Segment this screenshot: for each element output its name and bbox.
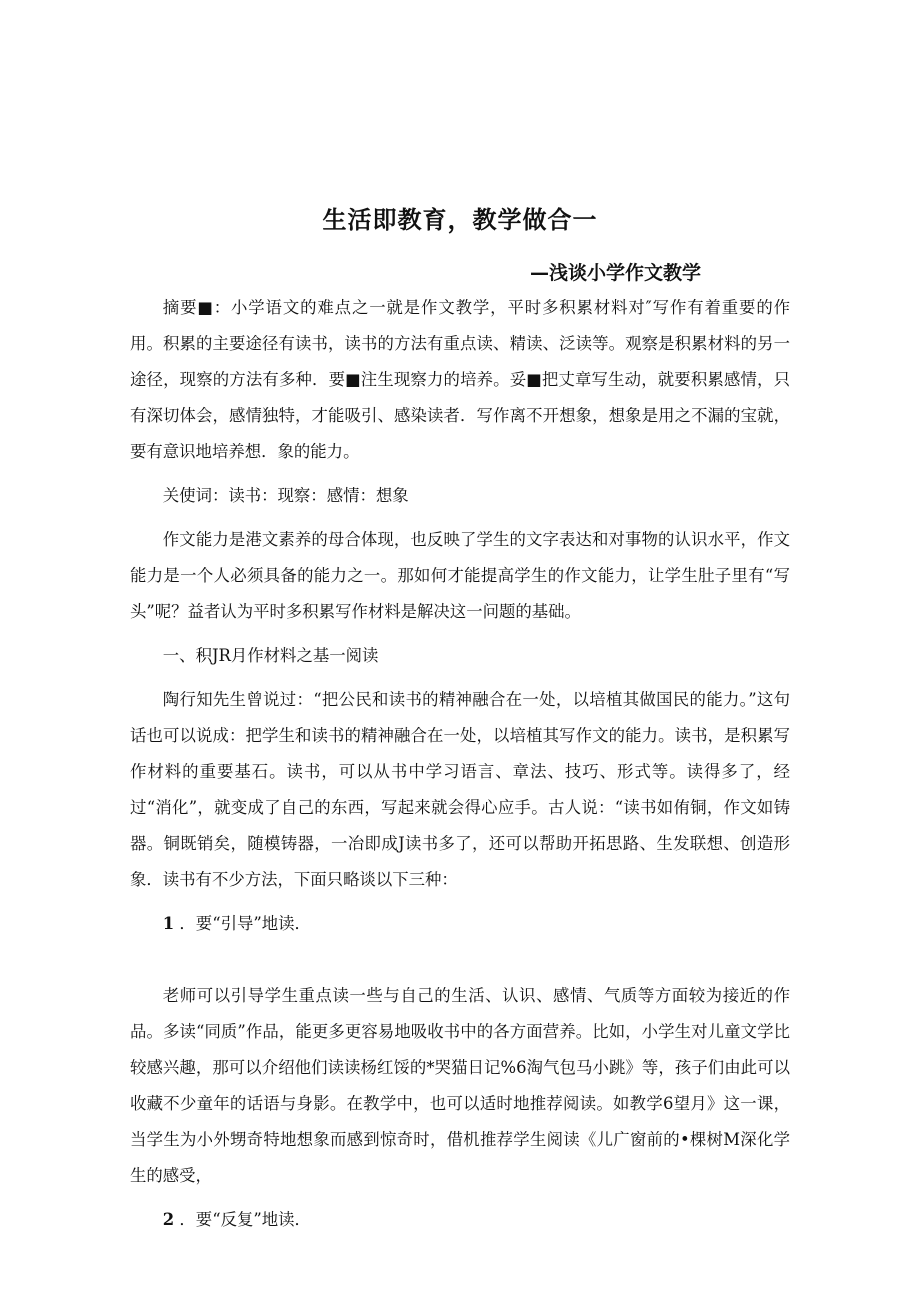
document-title: 生活即教育，教学做合一 <box>322 206 598 234</box>
intro-paragraph: 作文能力是港文素养的母合体现，也反映了学生的文字表达和对事物的认识水平，作文能力是一个人必须具备的能力之一。那如何才能提高学生的作文能力，让学生肚子里有“写头”呢？益者认为平时多积累写作材料是解决这一问题的基础。 <box>130 530 790 621</box>
list-item-guided-reading <box>130 906 790 942</box>
document-body <box>130 290 790 1238</box>
list-item-repeated-reading <box>130 1202 790 1238</box>
list-item-text: ．要“引导”地读． <box>179 914 311 933</box>
keywords-line: 关使词：读书：现察：感情：想象 <box>162 486 409 505</box>
section-heading-reading: 一、积JR月作材料之基一阅读 <box>162 646 379 665</box>
list-item-number: 1 <box>162 914 175 933</box>
list-item-text: ．要“反复”地读． <box>179 1210 311 1229</box>
reading-paragraph: 陶行知先生曾说过：“把公民和读书的精神融合在一处，以培植其做国民的能力。”这句话也可以说成：把学生和读书的精神融合在一处，以培植其写作文的能力。读书，是积累写作材料的重要基石。读书，可以从书中学习语言、章法、技巧、形式等。读得多了，经过“消化”，就变成了自己的东西，写起来就会得心应手。古人说：“读书如侑铜，作文如铸器。铜既销矣，随模铸器，一冶即成J读书多了，还可以帮助开拓思路、生发联想、创造形象．读书有不少方法，下面只略谈以下三种： <box>130 690 790 889</box>
document-subtitle: —浅谈小学作文教学 <box>530 262 702 284</box>
list-item-number: 2 <box>162 1210 175 1229</box>
guided-reading-paragraph: 老师可以引导学生重点读一些与自己的生活、认识、感情、气质等方面较为接近的作品。多读“同质”作品，能更多更容易地吸收书中的各方面营养。比如，小学生对儿童文学比较感兴趣，那可以介绍他们读读杨红馁的*哭猫日记%6淘气包马小跳》等，孩子们由此可以收藏不少童年的话语与身影。在教学中，也可以适时地推荐阅读。如教学6望月》这一课，当学生为小外甥奇特地想象而感到惊奇时，借机推荐学生阅读《儿广窗前的•棵树M深化学生的感受， <box>130 986 790 1185</box>
abstract-paragraph: 摘要■：小学语文的难点之一就是作文教学，平时多积累材料对″写作有着重要的作用。积累的主要途径有读书，读书的方法有重点读、精读、泛读等。观察是积累材料的另一途径，现察的方法有多种．要■注生现察力的培养。妥■把丈章写生动，就要积累感情，只有深切体会，感情独特，才能吸引、感染读者．写作离不开想象，想象是用之不漏的宝就，要有意识地培养想．象的能力。 <box>130 298 790 461</box>
